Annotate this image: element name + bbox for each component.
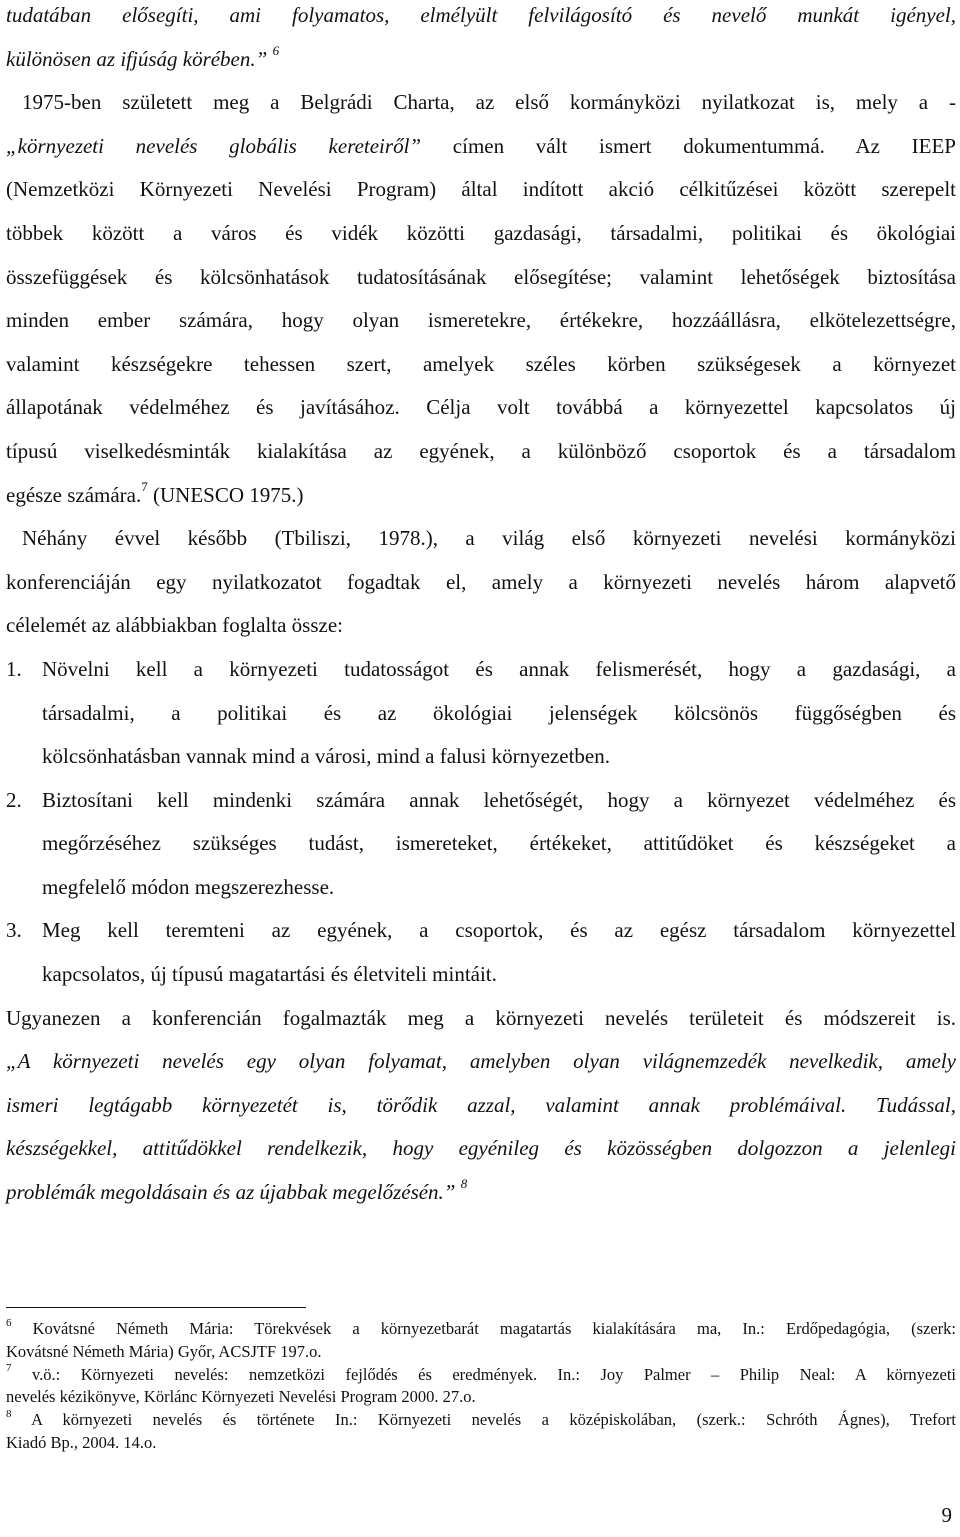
body-line: összefüggések és kölcsönhatások tudatosításának elősegítése; valamint lehetőségek biztosítása — [6, 264, 956, 289]
footnote-ref-8[interactable]: 8 — [460, 1176, 468, 1192]
page-number: 9 — [941, 1503, 952, 1527]
footnotes — [6, 1318, 956, 1455]
body-line: tudatában elősegíti, ami folyamatos, elmélyült felvilágosító és nevelő munkát igényel, — [6, 3, 956, 27]
quote-line: ismeri legtágabb környezetét is, törődik azzal, valamint annak problémáival. Tudással, — [6, 1092, 956, 1117]
footnote-separator — [6, 1307, 306, 1308]
body-text: egésze számára. — [6, 482, 142, 507]
list-item-line: megőrzéséhez szükséges tudást, ismereteket, értékeket, attitűdöket és készségeket a — [42, 831, 956, 856]
footnote-line — [6, 1318, 956, 1341]
list-number: 1. — [6, 656, 22, 681]
body-line — [6, 474, 956, 518]
body-line: 1975-ben született meg a Belgrádi Charta, az első kormányközi nyilatkozat is, mely a - — [22, 90, 956, 115]
body-text: címen vált ismert dokumentummá. Az IEEP — [452, 133, 956, 158]
footnote-line: nevelés kézikönyve, Körlánc Környezeti Nevelési Program 2000. 27.o. — [6, 1387, 476, 1407]
list-item-line: megfelelő módon megszerezhesse. — [42, 874, 335, 899]
footnote-line — [6, 1409, 956, 1432]
list-text: Meg kell teremteni az egyének, a csoportok, és az egész társadalom környezettel — [42, 918, 956, 943]
footnote-line: Kovátsné Németh Mária) Győr, ACSJTF 197.o. — [6, 1341, 322, 1361]
body-line: célelemét az alábbiakban foglalta össze: — [6, 613, 343, 638]
list-text: Növelni kell a környezeti tudatosságot és annak felismerését, hogy a gazdasági, a — [42, 656, 956, 681]
list-number: 3. — [6, 918, 22, 943]
quote-line: készségekkel, attitűdökkel rendelkezik, hogy egyénileg és közösségben dolgozzon a jelenlegi — [6, 1136, 956, 1161]
list-item-line: kapcsolatos, új típusú magatartási és életviteli mintáit. — [42, 962, 497, 987]
body-line: többek között a város és vidék közötti gazdasági, társadalmi, politikai és ökológiai — [6, 220, 956, 245]
list-number: 2. — [6, 787, 22, 812]
footnote-ref-6[interactable]: 6 — [272, 42, 280, 58]
body-line: minden ember számára, hogy olyan ismeretekre, értékekre, hozzáállásra, elkötelezettségre, — [6, 308, 956, 333]
charter-title: „környezeti nevelés globális kereteiről” — [6, 133, 422, 158]
quote-line: „A környezeti nevelés egy olyan folyamat, amelyben olyan világnemzedék nevelkedik, amely — [6, 1049, 956, 1074]
list-text: Biztosítani kell mindenki számára annak lehetőségét, hogy a környezet védelméhez és — [42, 787, 956, 812]
page-body — [6, 0, 956, 1215]
list-item-line — [6, 648, 956, 692]
footnote-text: Kovátsné Németh Mária: Törekvések a környezetbarát magatartás kialakítására ma, In.: Erdőpedagógia, (szerk: — [32, 1319, 956, 1338]
body-line — [6, 38, 956, 82]
body-line: állapotának védelméhez és javításához. Célja volt továbbá a környezettel kapcsolatos új — [6, 395, 956, 420]
footnote-number: 6 — [6, 1316, 12, 1329]
footnote-number: 7 — [6, 1362, 12, 1375]
footnote-line: Kiadó Bp., 2004. 14.o. — [6, 1432, 157, 1452]
body-line: konferenciáján egy nyilatkozatot fogadtak el, amely a környezeti nevelés három alapvető — [6, 569, 956, 594]
list-item-line: társadalmi, a politikai és az ökológiai jelenségek kölcsönös függőségben és — [42, 700, 956, 725]
body-text: különösen az ifjúság körében.” — [6, 46, 268, 71]
list-item-line — [6, 909, 956, 953]
numbered-list — [6, 648, 956, 997]
body-line: Néhány évvel később (Tbiliszi, 1978.), a világ első környezeti nevelési kormányközi — [22, 526, 956, 551]
list-item-line: kölcsönhatásban vannak mind a városi, mind a falusi környezetben. — [42, 744, 611, 769]
list-item-line — [6, 779, 956, 823]
body-line: típusú viselkedésminták kialakítása az egyének, a különböző csoportok és a társadalom — [6, 438, 956, 463]
footnote-line — [6, 1364, 956, 1387]
footnote-text: v.ö.: Környezeti nevelés: nemzetközi fejlődés és eredmények. In.: Joy Palmer – Philip Neal: A környezeti — [31, 1364, 956, 1384]
body-text: (UNESCO 1975.) — [153, 482, 304, 507]
quote-line — [6, 1171, 956, 1215]
body-line: (Nemzetközi Környezeti Nevelési Program) által indított akció célkitűzései között szerepelt — [6, 177, 956, 202]
footnote-number: 8 — [6, 1407, 12, 1420]
footnote-ref-7[interactable]: 7 — [141, 478, 148, 494]
body-line — [6, 125, 956, 169]
footnote-text: A környezeti nevelés és története In.: Környezeti nevelés a középiskolában, (szerk.: Schróth Ágnes), Trefort — [31, 1410, 956, 1430]
body-line: Ugyanezen a konferencián fogalmazták meg a környezeti nevelés területeit és módszereit is. — [6, 1005, 956, 1030]
body-line: valamint készségekre tehessen szert, amelyek széles körben szükségesek a környezet — [6, 351, 956, 376]
quote-text: problémák megoldásain és az újabbak megelőzésén.” — [6, 1180, 456, 1205]
